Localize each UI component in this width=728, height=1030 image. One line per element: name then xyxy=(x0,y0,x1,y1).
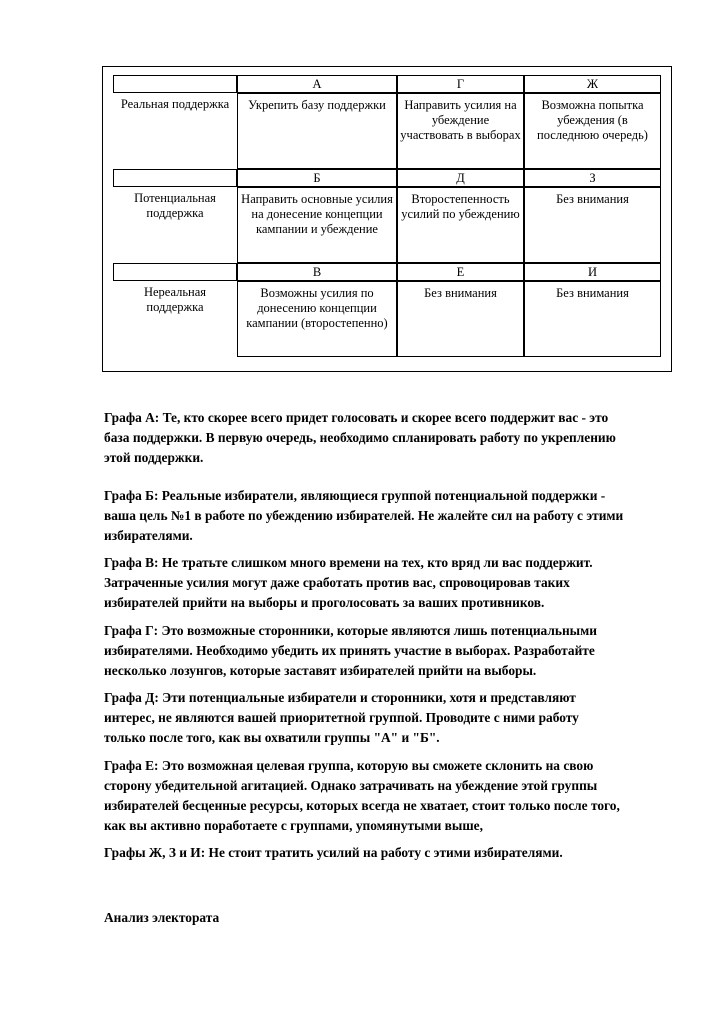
table-cell: Без внимания xyxy=(524,187,661,263)
column-header: И xyxy=(524,263,661,281)
text-line: как вы активно поработаете с группами, упомянутыми выше, xyxy=(104,818,483,833)
column-header: З xyxy=(524,169,661,187)
table-cell: Возможна попытка убеждения (в последнюю очередь) xyxy=(524,93,661,169)
text-line: база поддержки. В первую очередь, необходимо спланировать работу по укреплению xyxy=(104,430,616,445)
text-line: Графа В: Не тратьте слишком много времени на тех, кто вряд ли вас поддержит. xyxy=(104,555,593,570)
paragraph-grafa-d xyxy=(104,688,684,748)
table-row xyxy=(113,187,661,263)
table-cell: Укрепить базу поддержки xyxy=(237,93,397,169)
text-line: Графа Б: Реальные избиратели, являющиеся группой потенциальной поддержки - xyxy=(104,488,606,503)
text-line: Затраченные усилия могут даже сработать против вас, спровоцировав таких xyxy=(104,575,570,590)
text-line: только после того, как вы охватили группы "А" и "Б". xyxy=(104,730,440,745)
text-line: ваша цель №1 в работе по убеждению избирателей. Не жалейте сил на работу с этими xyxy=(104,508,624,523)
column-header: Е xyxy=(397,263,524,281)
table-cell: Направить основные усилия на донесение концепции кампании и убеждение xyxy=(237,187,397,263)
paragraph-grafa-v xyxy=(104,553,684,613)
header-row xyxy=(113,263,661,281)
row-label: Потенциальная поддержка xyxy=(134,191,216,220)
text-line: интерес, не являются вашей приоритетной группой. Проводите с ними работу xyxy=(104,710,579,725)
column-header: Ж xyxy=(524,75,661,93)
support-matrix-table xyxy=(113,75,661,357)
table-cell: Направить усилия на убеждение участвовать в выборах xyxy=(397,93,524,169)
row-label: Нереальная поддержка xyxy=(143,285,207,314)
text-line: Графа А: Те, кто скорее всего придет голосовать и скорее всего поддержит вас - это xyxy=(104,410,609,425)
column-header: Д xyxy=(397,169,524,187)
header-blank-cell xyxy=(113,263,237,281)
text-line: этой поддержки. xyxy=(104,450,204,465)
paragraph-grafa-b xyxy=(104,486,684,546)
column-header: Б xyxy=(237,169,397,187)
column-header: А xyxy=(237,75,397,93)
table-cell: Без внимания xyxy=(397,281,524,357)
support-matrix xyxy=(102,66,672,372)
header-blank-cell xyxy=(113,75,237,93)
section-heading: Анализ электората xyxy=(104,910,220,925)
text-line: несколько лозунгов, которые заставят избирателей прийти на выборы. xyxy=(104,663,537,678)
column-header: Г xyxy=(397,75,524,93)
table-cell: Без внимания xyxy=(524,281,661,357)
paragraph-grafa-e xyxy=(104,756,684,836)
table-cell: Возможны усилия по донесению концепции кампании (второстепенно) xyxy=(237,281,397,357)
text-line: избирателями. Необходимо убедить их принять участие в выборах. Разработайте xyxy=(104,643,595,658)
header-blank-cell xyxy=(113,169,237,187)
text-line: избирателями. xyxy=(104,528,193,543)
paragraph-grafy-zh-z-i xyxy=(104,843,684,863)
text-line: сторону убедительной агитацией. Однако затрачивать на убеждение этой группы xyxy=(104,778,598,793)
column-header: В xyxy=(237,263,397,281)
text-line: Графа Е: Это возможная целевая группа, которую вы сможете склонить на свою xyxy=(104,758,594,773)
text-line: Графа Г: Это возможные сторонники, которые являются лишь потенциальными xyxy=(104,623,597,638)
table-row xyxy=(113,93,661,169)
paragraph-grafa-a xyxy=(104,408,684,468)
header-row xyxy=(113,75,661,93)
text-line: Графа Д: Эти потенциальные избиратели и сторонники, хотя и представляют xyxy=(104,690,576,705)
header-row xyxy=(113,169,661,187)
paragraph-grafa-g xyxy=(104,621,684,681)
table-row xyxy=(113,281,661,357)
text-line: Графы Ж, З и И: Не стоит тратить усилий на работу с этими избирателями. xyxy=(104,845,563,860)
table-cell: Второстепенность усилий по убеждению xyxy=(397,187,524,263)
row-label: Реальная поддержка xyxy=(120,97,230,111)
text-line: избирателей прийти на выборы и проголосовать за ваших противников. xyxy=(104,595,545,610)
text-line: избирателей бесценные ресурсы, которых всегда не хватает, стоит только после того, xyxy=(104,798,620,813)
